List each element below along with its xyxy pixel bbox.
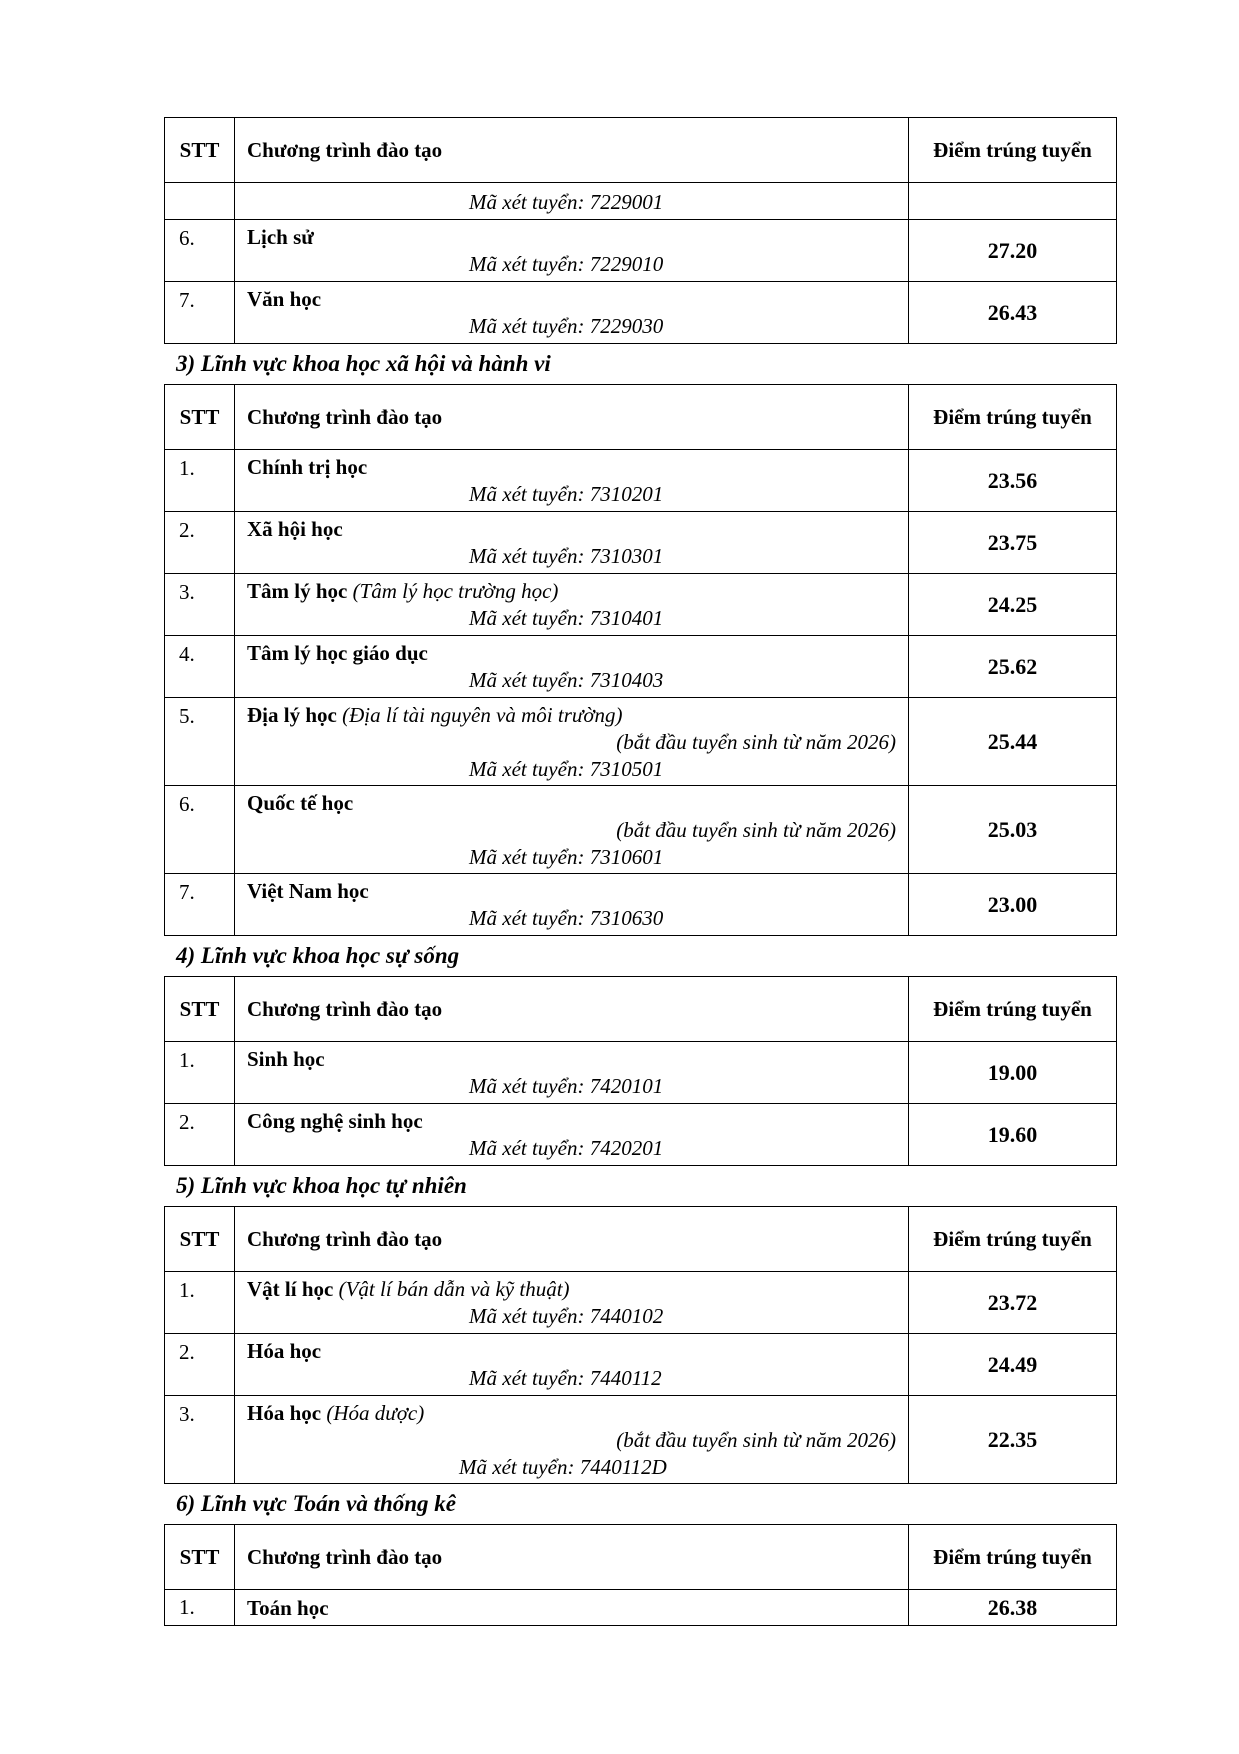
row-stt: 1.: [165, 1590, 235, 1626]
cutoff-score: 24.49: [909, 1334, 1117, 1396]
section-title: 4) Lĩnh vực khoa học sự sống: [176, 943, 460, 968]
row-stt: 4.: [165, 636, 235, 698]
row-stt: 3.: [165, 1396, 235, 1484]
document: [164, 117, 1116, 1626]
table-row: [165, 874, 1117, 936]
table-section-4: [164, 976, 1117, 1166]
program-name: Toán học: [247, 1596, 329, 1620]
row-stt: 7.: [165, 874, 235, 936]
header-stt: STT: [165, 1525, 235, 1590]
table-row: [165, 1334, 1117, 1396]
row-stt: 5.: [165, 698, 235, 786]
table-section-6: [164, 1524, 1117, 1626]
program-name: Quốc tế học: [247, 791, 354, 815]
admission-code: Mã xét tuyển: 7440112: [469, 1366, 662, 1390]
row-stt: 7.: [165, 282, 235, 344]
cutoff-score: 27.20: [909, 220, 1117, 282]
program-name: Việt Nam học: [247, 879, 369, 903]
header-stt: STT: [165, 977, 235, 1042]
table-row: [165, 1396, 1117, 1484]
admission-code: Mã xét tuyển: 7310301: [469, 544, 664, 568]
cutoff-score: 25.62: [909, 636, 1117, 698]
admission-code: Mã xét tuyển: 7229001: [469, 190, 664, 214]
header-score: Điểm trúng tuyển: [909, 977, 1117, 1042]
row-stt: 2.: [165, 512, 235, 574]
row-stt: 1.: [165, 1042, 235, 1104]
enrollment-note: (bắt đầu tuyển sinh từ năm 2026): [616, 818, 896, 842]
cutoff-score: 26.43: [909, 282, 1117, 344]
header-stt: STT: [165, 385, 235, 450]
admission-code: Mã xét tuyển: 7420201: [469, 1136, 664, 1160]
header-score: Điểm trúng tuyển: [909, 1207, 1117, 1272]
table-header-row: [165, 118, 1117, 183]
program-note: (Tâm lý học trường học): [352, 579, 559, 603]
header-program: Chương trình đào tạo: [235, 118, 909, 183]
program-name: Tâm lý học: [247, 579, 348, 603]
cutoff-score: 23.72: [909, 1272, 1117, 1334]
table-row: [165, 1590, 1117, 1626]
table-row: [165, 220, 1117, 282]
row-stt: 6.: [165, 786, 235, 874]
table-section-3: [164, 384, 1117, 936]
cutoff-score: 23.56: [909, 450, 1117, 512]
enrollment-note: (bắt đầu tuyển sinh từ năm 2026): [616, 1428, 896, 1452]
row-stt: 3.: [165, 574, 235, 636]
cutoff-score: 22.35: [909, 1396, 1117, 1484]
cutoff-score: 23.75: [909, 512, 1117, 574]
admission-code: Mã xét tuyển: 7310501: [469, 757, 664, 781]
section-title: 5) Lĩnh vực khoa học tự nhiên: [176, 1173, 467, 1198]
table-row: [165, 512, 1117, 574]
table-row: [165, 282, 1117, 344]
table-row: [165, 1042, 1117, 1104]
program-name: Chính trị học: [247, 455, 368, 479]
enrollment-note: (bắt đầu tuyển sinh từ năm 2026): [616, 730, 896, 754]
table-row: [165, 574, 1117, 636]
table-section-2-continued: [164, 117, 1117, 344]
header-score: Điểm trúng tuyển: [909, 385, 1117, 450]
table-row: [165, 698, 1117, 786]
table-header-row: [165, 385, 1117, 450]
program-name: Lịch sử: [247, 225, 314, 249]
admission-code: Mã xét tuyển: 7310630: [469, 906, 664, 930]
table-row: [165, 636, 1117, 698]
table-header-row: [165, 1525, 1117, 1590]
admission-code: Mã xét tuyển: 7420101: [469, 1074, 664, 1098]
header-score: Điểm trúng tuyển: [909, 1525, 1117, 1590]
table-row: [165, 1272, 1117, 1334]
admission-code: Mã xét tuyển: 7310401: [469, 606, 664, 630]
program-name: Xã hội học: [247, 517, 343, 541]
table-row: [165, 183, 1117, 220]
section-title: 6) Lĩnh vực Toán và thống kê: [176, 1491, 456, 1516]
row-stt: 6.: [165, 220, 235, 282]
cutoff-score: 23.00: [909, 874, 1117, 936]
admission-code: Mã xét tuyển: 7310601: [469, 845, 664, 869]
admission-code: Mã xét tuyển: 7229010: [469, 252, 664, 276]
program-name: Hóa học: [247, 1401, 322, 1425]
header-program: Chương trình đào tạo: [235, 1525, 909, 1590]
cutoff-score: 19.00: [909, 1042, 1117, 1104]
header-stt: STT: [165, 118, 235, 183]
program-name: Hóa học: [247, 1339, 322, 1363]
cutoff-score: 25.44: [909, 698, 1117, 786]
admission-code: Mã xét tuyển: 7229030: [469, 314, 664, 338]
program-note: (Vật lí bán dẫn và kỹ thuật): [338, 1277, 570, 1301]
cutoff-score: 26.38: [909, 1590, 1117, 1626]
program-name: Công nghệ sinh học: [247, 1109, 423, 1133]
program-name: Sinh học: [247, 1047, 325, 1071]
admission-code: Mã xét tuyển: 7310201: [469, 482, 664, 506]
header-program: Chương trình đào tạo: [235, 1207, 909, 1272]
row-stt: 2.: [165, 1104, 235, 1166]
table-header-row: [165, 1207, 1117, 1272]
program-name: Địa lý học: [247, 703, 337, 727]
cutoff-score: 25.03: [909, 786, 1117, 874]
header-score: Điểm trúng tuyển: [909, 118, 1117, 183]
admission-code: Mã xét tuyển: 7310403: [469, 668, 664, 692]
program-name: Tâm lý học giáo dục: [247, 641, 428, 665]
header-program: Chương trình đào tạo: [235, 385, 909, 450]
table-row: [165, 450, 1117, 512]
header-stt: STT: [165, 1207, 235, 1272]
header-program: Chương trình đào tạo: [235, 977, 909, 1042]
table-row: [165, 786, 1117, 874]
row-stt: 1.: [165, 1272, 235, 1334]
cutoff-score: 24.25: [909, 574, 1117, 636]
cutoff-score: 19.60: [909, 1104, 1117, 1166]
admission-code: Mã xét tuyển: 7440102: [469, 1304, 664, 1328]
table-row: [165, 1104, 1117, 1166]
program-note: (Địa lí tài nguyên và môi trường): [342, 703, 623, 727]
section-title: 3) Lĩnh vực khoa học xã hội và hành vi: [176, 351, 551, 376]
program-name: Văn học: [247, 287, 322, 311]
row-stt: 2.: [165, 1334, 235, 1396]
admission-code: Mã xét tuyển: 7440112D: [459, 1455, 667, 1479]
program-name: Vật lí học: [247, 1277, 334, 1301]
row-stt: 1.: [165, 450, 235, 512]
program-note: (Hóa dược): [326, 1401, 425, 1425]
table-header-row: [165, 977, 1117, 1042]
table-section-5: [164, 1206, 1117, 1484]
